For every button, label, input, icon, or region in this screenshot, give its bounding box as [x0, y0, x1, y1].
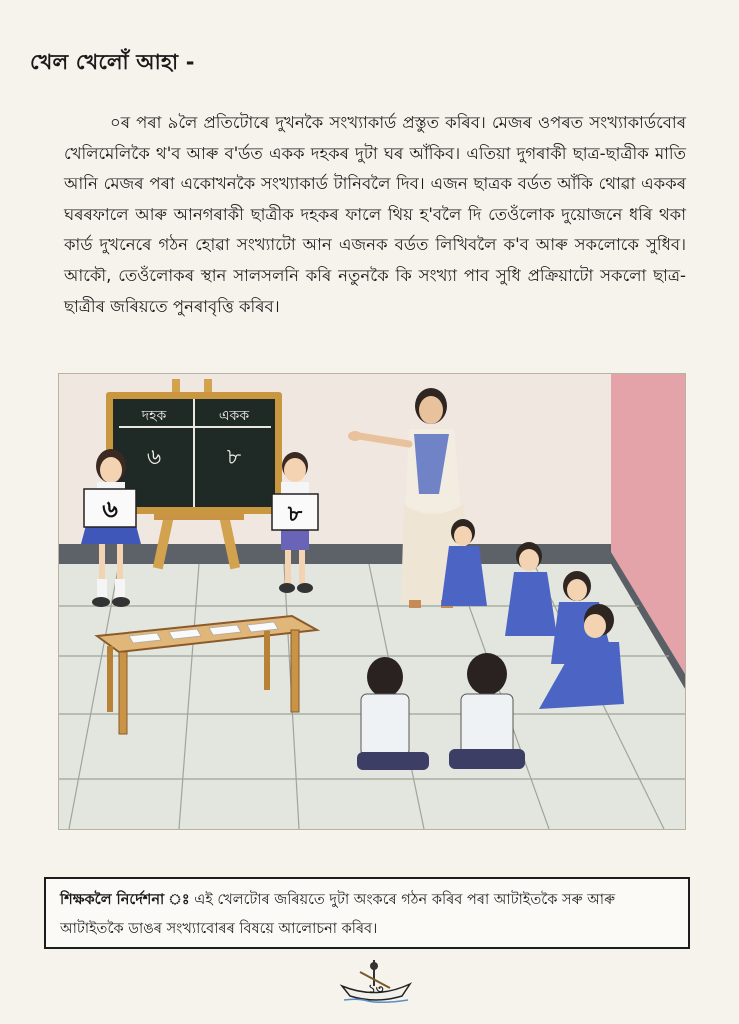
page-footer [338, 954, 414, 1004]
instructions-text: ০ৰ পৰা ৯লৈ প্ৰতিটোৰে দুখনকৈ সংখ্যাকাৰ্ড প্ৰস্তুত কৰিব। মেজৰ ওপৰত সংখ্যাকাৰ্ডবোৰ খেলিমেলিকৈ থ'ব আৰু ব'ৰ্ডত একক দহকৰ দুটা ঘৰ আঁকিব। এতিয়া দুগৰাকী ছাত্ৰ-ছাত্ৰীক মাতি আনি মেজৰ পৰা একোখনকৈ সংখ্যাকাৰ্ড টানিবলৈ দিব। এজন ছাত্ৰক বৰ্ডত আঁকি থোৱা এককৰ ঘৰৰফালে আৰু আনগৰাকী ছাত্ৰীক দহকৰ ফালে থিয় হ'বলৈ দি তেওঁলোক দুয়োজনে ধৰি থকা কাৰ্ড দুখনেৰে গঠন হোৱা সংখ্যাটো আন এজনক বৰ্ডত লিখিবলৈ ক'ব আৰু সকলোকে সুধিব। আকৌ, তেওঁলোকৰ স্থান সালসলনি কৰি নতুনকৈ কি সংখ্যা পাব সুধি প্ৰক্ৰিয়াটো সকলো ছাত্ৰ-ছাত্ৰীৰ জৰিয়তে পুনৰাবৃত্তি কৰিব। [64, 113, 686, 316]
page-title: খেল খেলোঁ আহা - [30, 50, 195, 74]
boy-card-digit: ৮ [287, 502, 303, 527]
board-tens-header: দহক [141, 408, 167, 424]
girl-card-digit: ৬ [102, 495, 118, 523]
page-number: ১৩ [368, 982, 384, 996]
classroom-scene [59, 374, 685, 829]
instructions-paragraph [64, 108, 686, 322]
board-tens-digit: ৬ [146, 445, 162, 470]
teacher-note-text: এই খেলটোৰ জৰিয়তে দুটা অংকৰে গঠন কৰিব পৰা আটাইতকৈ সৰু আৰু আটাইতকৈ ডাঙৰ সংখ্যাবোৰৰ বিষয়ে আলোচনা কৰিব। [60, 892, 615, 937]
board-ones-header: একক [218, 408, 250, 424]
teacher-note-label: শিক্ষকলৈ নিৰ্দেশনা ঃ [60, 892, 190, 908]
board-ones-digit: ৮ [226, 445, 242, 470]
classroom-illustration [58, 373, 686, 830]
teacher-note [44, 877, 690, 949]
